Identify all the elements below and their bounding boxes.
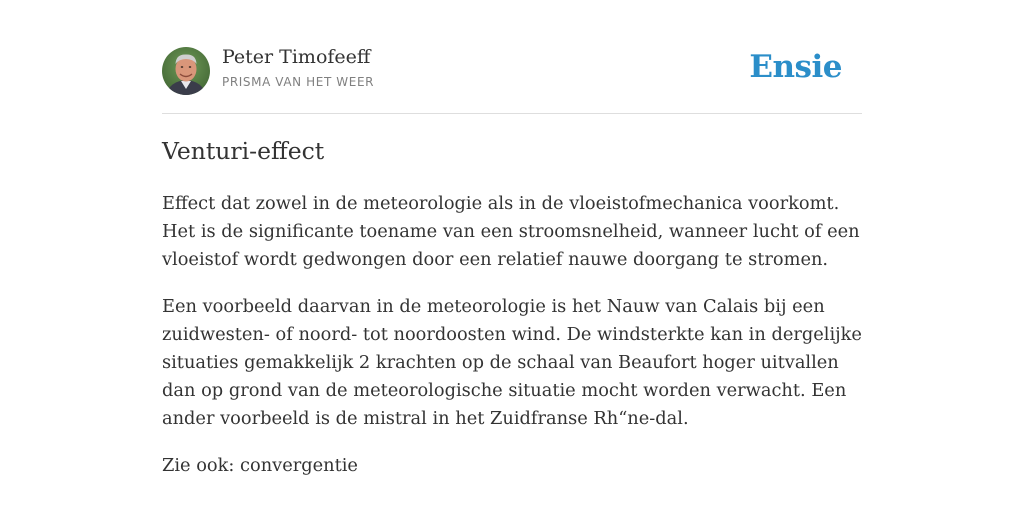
entry-title: Venturi-effect xyxy=(162,137,325,165)
entry-body xyxy=(162,190,862,499)
author-name[interactable]: Peter Timofeeff xyxy=(222,46,371,68)
author-portrait-icon xyxy=(162,47,210,95)
author-header xyxy=(162,46,862,96)
see-also: Zie ook: convergentie xyxy=(162,455,358,476)
brand-logo[interactable]: Ensie xyxy=(749,49,842,85)
author-avatar[interactable] xyxy=(162,47,210,95)
entry-paragraph: Effect dat zowel in de meteorologie als in de vloeistofmechanica voorkomt. Het is de significante toename van een stroomsnelheid, wanneer lucht of een vloeistof wordt gedwongen door een relatief nauwe doorgang te stromen. xyxy=(162,193,860,270)
entry-paragraph: Een voorbeeld daarvan in de meteorologie is het Nauw van Calais bij een zuidwesten- of noord- tot noordoosten wind. De windsterkte kan in dergelijke situaties gemakkelijk 2 krachten op de schaal van Beaufort hoger uitvallen dan op grond van de meteorologische situatie mocht worden verwacht. Een ander voorbeeld is de mistral in het Zuidfranse Rh“ne-dal. xyxy=(162,296,862,429)
header-divider xyxy=(162,113,862,114)
author-source[interactable]: PRISMA VAN HET WEER xyxy=(222,75,375,89)
